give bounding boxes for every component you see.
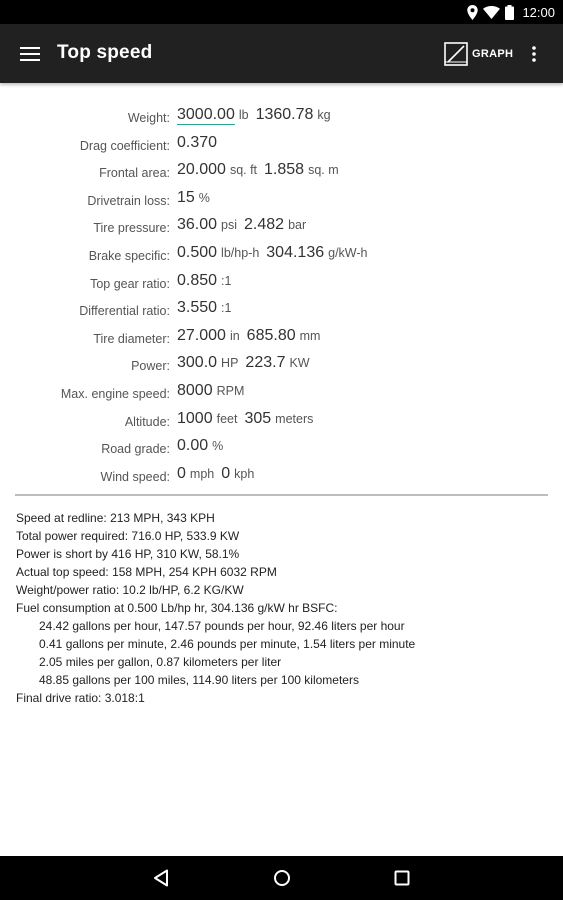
field-values [177, 134, 217, 152]
battery-icon [505, 5, 514, 20]
back-button[interactable] [149, 866, 173, 890]
graph-label: GRAPH [472, 48, 514, 60]
field-label: Road grade: [101, 442, 170, 457]
field-values [177, 161, 346, 179]
field-values [177, 272, 238, 290]
field-unit: KW [289, 356, 310, 371]
field-unit: bar [288, 218, 307, 233]
field-label: Frontal area: [99, 166, 170, 181]
graph-icon [444, 42, 468, 66]
status-icons [467, 3, 555, 21]
field-input[interactable]: 1.858 [264, 161, 305, 179]
graph-button[interactable] [444, 40, 513, 68]
field-label: Brake specific: [88, 249, 170, 263]
page-title: Top speed [57, 42, 153, 63]
field-unit: RPM [216, 384, 245, 398]
field-input[interactable]: 0 [221, 464, 231, 482]
field-unit: kph [234, 466, 255, 481]
field-label: Drivetrain loss: [87, 193, 170, 208]
field-values [177, 354, 317, 372]
status-time: 12:00 [522, 4, 555, 20]
field-input[interactable]: 20.000 [177, 161, 226, 179]
field-input[interactable]: 3000.00 [177, 106, 235, 123]
form-row [0, 297, 563, 323]
form-row [0, 435, 563, 461]
status-bar [0, 0, 563, 24]
field-unit: in [229, 328, 240, 343]
field-unit: feet [216, 411, 238, 426]
form-row [0, 352, 563, 378]
back-icon [153, 869, 169, 887]
field-input[interactable]: 1000 [177, 409, 213, 427]
result-line: Fuel consumption at 0.500 Lb/hp hr, 304.136 g/kW hr BSFC: [16, 601, 338, 615]
field-label: Power: [131, 359, 170, 374]
recents-button[interactable] [390, 866, 414, 890]
field-values [177, 382, 251, 400]
field-input[interactable]: 8000 [177, 382, 213, 399]
field-input[interactable]: 2.482 [244, 216, 285, 234]
field-label: Drag coefficient: [79, 138, 170, 153]
form-row [0, 159, 563, 185]
field-unit: % [198, 190, 210, 205]
field-input[interactable]: 27.000 [177, 326, 226, 344]
field-unit: :1 [221, 273, 232, 288]
field-input[interactable]: 223.7 [245, 354, 286, 372]
field-input[interactable]: 685.80 [246, 326, 296, 344]
result-line: 2.05 miles per gallon, 0.87 kilometers per liter [39, 655, 282, 669]
field-label: Tire diameter: [93, 331, 170, 346]
field-label: Tire pressure: [93, 221, 170, 236]
field-input[interactable]: 0.370 [177, 133, 218, 151]
field-unit: sq. m [308, 163, 339, 178]
field-values [177, 410, 320, 428]
field-values [177, 465, 261, 483]
form-row [0, 408, 563, 434]
form-row [0, 132, 563, 158]
form-row [0, 380, 563, 406]
result-line: 24.42 gallons per hour, 147.57 pounds per hour, 92.46 liters per hour [39, 619, 405, 633]
form-row [0, 187, 563, 213]
menu-icon [20, 47, 40, 61]
field-unit: HP [221, 356, 239, 371]
field-unit: kg [317, 108, 331, 122]
field-input[interactable]: 0.850 [177, 271, 218, 289]
field-unit: % [212, 439, 224, 454]
field-unit: mm [299, 328, 321, 343]
result-line: Actual top speed: 158 MPH, 254 KPH 6032 RPM [16, 565, 277, 579]
field-values [177, 216, 313, 234]
field-input[interactable]: 3.550 [177, 299, 218, 317]
app-bar [0, 24, 563, 83]
form-row [0, 463, 563, 489]
result-line: Speed at redline: 213 MPH, 343 KPH [16, 511, 215, 525]
form-row [0, 104, 563, 130]
result-line: 48.85 gallons per 100 miles, 114.90 liters per 100 kilometers [39, 673, 359, 687]
field-input[interactable]: 300.0 [177, 354, 218, 372]
field-input[interactable]: 305 [244, 409, 272, 427]
field-unit: mph [189, 466, 215, 481]
results-panel [16, 509, 546, 707]
recents-icon [394, 870, 410, 886]
result-line: 0.41 gallons per minute, 2.46 pounds per minute, 1.54 liters per minute [39, 637, 416, 651]
location-icon [467, 5, 478, 20]
field-input[interactable]: 304.136 [266, 244, 325, 261]
field-values [177, 299, 238, 317]
field-input[interactable]: 0 [177, 464, 186, 482]
result-line: Total power required: 716.0 HP, 533.9 KW [16, 529, 240, 543]
field-values [177, 244, 375, 262]
field-values [177, 437, 230, 455]
field-unit: g/kW-h [328, 246, 368, 260]
home-icon [273, 869, 291, 887]
field-input[interactable]: 36.00 [177, 216, 218, 234]
menu-button[interactable] [14, 39, 46, 69]
field-label: Max. engine speed: [60, 387, 170, 401]
field-input[interactable]: 0.500 [177, 244, 218, 261]
result-line: Final drive ratio: 3.018:1 [16, 691, 145, 705]
field-values [177, 327, 327, 345]
home-button[interactable] [270, 866, 294, 890]
field-values [177, 106, 338, 125]
field-label: Weight: [127, 111, 170, 125]
overflow-menu-icon [532, 46, 536, 62]
field-input[interactable]: 15 [177, 188, 195, 206]
field-label: Wind speed: [100, 469, 170, 484]
field-unit: lb/hp-h [221, 246, 260, 260]
nav-bar [0, 856, 563, 900]
form-row [0, 214, 563, 240]
field-unit: :1 [221, 301, 232, 316]
wifi-icon [483, 6, 500, 19]
field-input[interactable]: 1360.78 [255, 106, 314, 123]
field-unit: lb [238, 108, 249, 122]
field-unit: sq. ft [229, 163, 258, 178]
overflow-menu-button[interactable] [522, 40, 546, 68]
form-row [0, 270, 563, 296]
field-unit: psi [221, 218, 238, 233]
result-line: Weight/power ratio: 10.2 lb/HP, 6.2 KG/KW [16, 583, 244, 597]
field-unit: meters [275, 411, 314, 426]
result-line: Power is short by 416 HP, 310 KW, 58.1% [16, 547, 240, 561]
form-row [0, 325, 563, 351]
field-values [177, 189, 217, 207]
field-input[interactable]: 0.00 [177, 437, 209, 455]
field-label: Altitude: [124, 414, 170, 429]
divider [15, 494, 548, 496]
form-row [0, 242, 563, 268]
field-label: Differential ratio: [79, 304, 170, 319]
field-label: Top gear ratio: [90, 276, 170, 291]
